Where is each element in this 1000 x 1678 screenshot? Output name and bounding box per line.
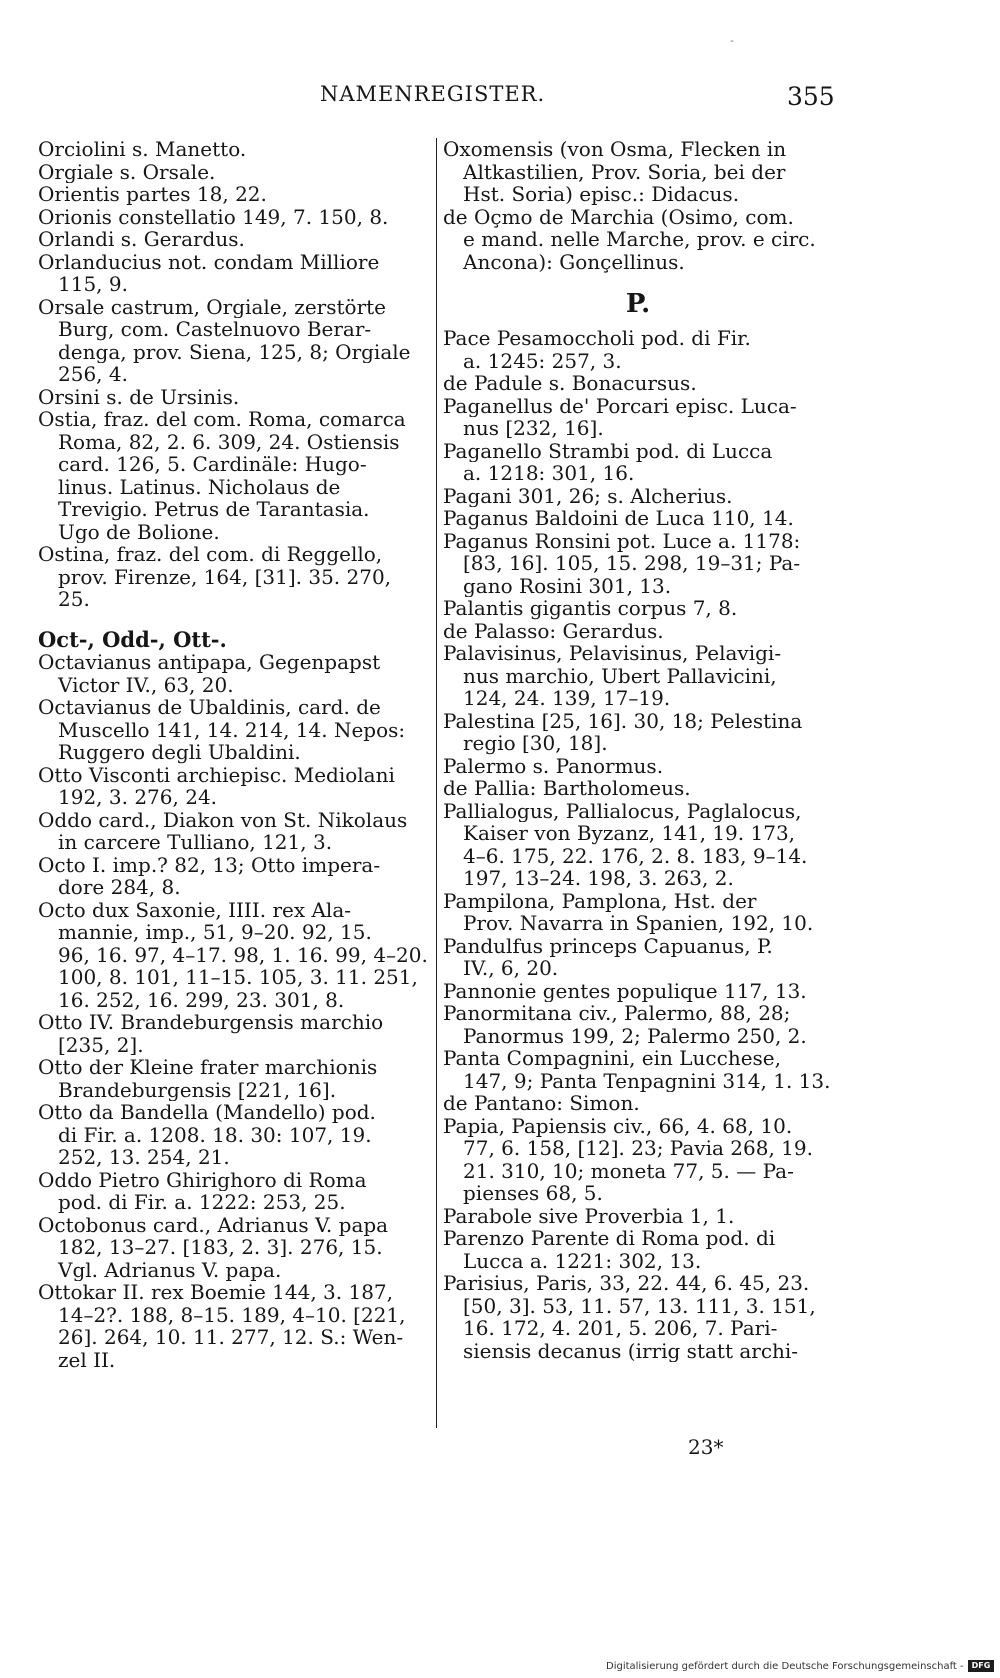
entry-headline: Ostia, fraz. del com. Roma, comarca bbox=[38, 408, 406, 431]
entry-headline: Pagani 301, 26; s. Alcherius. bbox=[443, 484, 733, 507]
index-entry bbox=[38, 651, 430, 696]
entry-continuation: Muscello 141, 14. 214, 14. Nepos: bbox=[58, 718, 406, 741]
entry-headline: Ostina, fraz. del com. di Reggello, bbox=[38, 543, 383, 566]
entry-headline: Pallialogus, Pallialocus, Paglalocus, bbox=[443, 799, 802, 822]
entry-headline: Orlanducius not. condam Milliore bbox=[38, 250, 380, 273]
entry-continuation: 182, 13–27. [183, 2. 3]. 276, 15. bbox=[58, 1236, 383, 1259]
entry-continuation: Roma, 82, 2. 6. 309, 24. Ostiensis bbox=[58, 430, 400, 453]
entry-continuation: pod. di Fir. a. 1222: 253, 25. bbox=[58, 1191, 346, 1214]
index-entry bbox=[443, 530, 833, 598]
entry-headline: de Pallia: Bartholomeus. bbox=[443, 777, 691, 800]
entry-headline: Octavianus de Ubaldinis, card. de bbox=[38, 696, 381, 719]
index-entry bbox=[443, 507, 833, 530]
entry-continuation: Ruggero degli Ubaldini. bbox=[58, 741, 301, 764]
entry-continuation: Hst. Soria) episc.: Didacus. bbox=[463, 183, 740, 206]
index-entry bbox=[443, 755, 833, 778]
index-entry bbox=[443, 1272, 833, 1362]
entry-headline: Orgiale s. Orsale. bbox=[38, 160, 216, 183]
entry-headline: de Oçmo de Marchia (Osimo, com. bbox=[443, 205, 794, 228]
index-entry bbox=[443, 1002, 833, 1047]
entry-continuation: 115, 9. bbox=[58, 273, 128, 296]
index-entry bbox=[443, 1092, 833, 1115]
right-entries-group-a bbox=[443, 138, 833, 273]
entry-continuation: Vgl. Adrianus V. papa. bbox=[58, 1258, 282, 1281]
right-entries-group-b bbox=[443, 327, 833, 1362]
index-entry bbox=[38, 138, 430, 161]
index-entry bbox=[443, 777, 833, 800]
index-entry bbox=[443, 206, 833, 274]
entry-continuation: Lucca a. 1221: 302, 13. bbox=[463, 1249, 702, 1272]
column-divider bbox=[436, 138, 437, 1428]
entry-continuation: in carcere Tulliano, 121, 3. bbox=[58, 831, 333, 854]
entry-continuation: zel II. bbox=[58, 1348, 116, 1371]
entry-continuation: 100, 8. 101, 11–15. 105, 3. 11. 251, bbox=[58, 966, 418, 989]
entry-continuation: 124, 24. 139, 17–19. bbox=[463, 687, 671, 710]
index-entry bbox=[443, 1205, 833, 1228]
entry-headline: Orionis constellatio 149, 7. 150, 8. bbox=[38, 205, 389, 228]
index-entry bbox=[443, 935, 833, 980]
index-entry bbox=[38, 854, 430, 899]
entry-continuation: e mand. nelle Marche, prov. e circ. bbox=[463, 228, 816, 251]
index-entry bbox=[38, 296, 430, 386]
entry-continuation: linus. Latinus. Nicholaus de bbox=[58, 475, 341, 498]
entry-continuation: 256, 4. bbox=[58, 363, 128, 386]
index-entry bbox=[38, 899, 430, 1012]
index-column-left bbox=[38, 138, 430, 1371]
section-heading: Oct-, Odd-, Ott-. bbox=[38, 626, 227, 652]
entry-headline: Panta Compagnini, ein Lucchese, bbox=[443, 1047, 781, 1070]
entry-continuation: nus marchio, Ubert Pallavicini, bbox=[463, 664, 777, 687]
index-entry bbox=[38, 386, 430, 409]
entry-headline: Ottokar II. rex Boemie 144, 3. 187, bbox=[38, 1281, 394, 1304]
entry-continuation: a. 1245: 257, 3. bbox=[463, 349, 622, 372]
index-entry bbox=[38, 1101, 430, 1169]
entry-headline: Palermo s. Panormus. bbox=[443, 754, 664, 777]
entry-headline: Oddo Pietro Ghirighoro di Roma bbox=[38, 1168, 367, 1191]
entry-headline: Otto Visconti archiepisc. Mediolani bbox=[38, 763, 395, 786]
entry-continuation: gano Rosini 301, 13. bbox=[463, 574, 672, 597]
letter-heading: P. bbox=[625, 289, 651, 319]
entry-continuation: 21. 310, 10; moneta 77, 5. — Pa- bbox=[463, 1159, 794, 1182]
index-column-right bbox=[443, 138, 833, 1362]
entry-continuation: Burg, com. Castelnuovo Berar- bbox=[58, 318, 372, 341]
index-entry bbox=[38, 1169, 430, 1214]
running-head: NAMENREGISTER. bbox=[320, 82, 546, 106]
dfg-logo: DFG bbox=[968, 1660, 994, 1672]
index-entry bbox=[38, 543, 430, 611]
entry-headline: Palavisinus, Pelavisinus, Pelavigi- bbox=[443, 642, 782, 665]
index-entry bbox=[38, 809, 430, 854]
entry-continuation: [235, 2]. bbox=[58, 1033, 144, 1056]
index-entry bbox=[443, 890, 833, 935]
index-entry bbox=[443, 395, 833, 440]
index-entry bbox=[443, 800, 833, 890]
entry-headline: de Palasso: Gerardus. bbox=[443, 619, 664, 642]
entry-headline: Panormitana civ., Palermo, 88, 28; bbox=[443, 1002, 791, 1025]
entry-headline: Pampilona, Pamplona, Hst. der bbox=[443, 889, 757, 912]
entry-headline: Paganus Baldoini de Luca 110, 14. bbox=[443, 507, 794, 530]
index-entry bbox=[443, 620, 833, 643]
entry-headline: de Padule s. Bonacursus. bbox=[443, 372, 697, 395]
entry-continuation: 252, 13. 254, 21. bbox=[58, 1146, 230, 1169]
entry-continuation: [83, 16]. 105, 15. 298, 19–31; Pa- bbox=[463, 552, 801, 575]
index-entry bbox=[38, 696, 430, 764]
entry-continuation: siensis decanus (irrig statt archi- bbox=[463, 1339, 799, 1362]
index-entry bbox=[443, 980, 833, 1003]
entry-headline: Parabole sive Proverbia 1, 1. bbox=[443, 1204, 735, 1227]
index-entry bbox=[443, 1227, 833, 1272]
entry-continuation: Brandeburgensis [221, 16]. bbox=[58, 1078, 337, 1101]
entry-continuation: 16. 252, 16. 299, 23. 301, 8. bbox=[58, 988, 345, 1011]
index-entry bbox=[38, 161, 430, 184]
entry-headline: Pace Pesamoccholi pod. di Fir. bbox=[443, 327, 751, 350]
entry-continuation: Ugo de Bolione. bbox=[58, 520, 220, 543]
entry-continuation: a. 1218: 301, 16. bbox=[463, 462, 635, 485]
index-entry bbox=[443, 710, 833, 755]
entry-headline: Orciolini s. Manetto. bbox=[38, 138, 247, 161]
entry-continuation: di Fir. a. 1208. 18. 30: 107, 19. bbox=[58, 1123, 372, 1146]
index-entry bbox=[38, 1281, 430, 1371]
entry-headline: Otto der Kleine frater marchionis bbox=[38, 1056, 378, 1079]
index-entry bbox=[443, 372, 833, 395]
entry-continuation: Trevigio. Petrus de Tarantasia. bbox=[58, 498, 370, 521]
page-header bbox=[0, 82, 1000, 112]
entry-headline: Orientis partes 18, 22. bbox=[38, 183, 267, 206]
entry-continuation: prov. Firenze, 164, [31]. 35. 270, bbox=[58, 565, 392, 588]
entry-headline: Oxomensis (von Osma, Flecken in bbox=[443, 138, 787, 161]
index-entry bbox=[443, 138, 833, 206]
entry-headline: Paganellus de' Porcari episc. Luca- bbox=[443, 394, 797, 417]
entry-headline: Octo I. imp.? 82, 13; Otto impera- bbox=[38, 853, 381, 876]
index-entry bbox=[443, 597, 833, 620]
entry-headline: Octobonus card., Adrianus V. papa bbox=[38, 1213, 389, 1236]
entry-headline: Otto da Bandella (Mandello) pod. bbox=[38, 1101, 376, 1124]
entry-continuation: mannie, imp., 51, 9–20. 92, 15. bbox=[58, 921, 372, 944]
entry-continuation: 14–2?. 188, 8–15. 189, 4–10. [221, bbox=[58, 1303, 406, 1326]
index-entry bbox=[38, 1056, 430, 1101]
index-entry bbox=[38, 764, 430, 809]
entry-headline: Pandulfus princeps Capuanus, P. bbox=[443, 934, 773, 957]
sheet-signature: 23* bbox=[688, 1435, 724, 1459]
index-entry bbox=[443, 1047, 833, 1092]
entry-continuation: [50, 3]. 53, 11. 57, 13. 111, 3. 151, bbox=[463, 1294, 816, 1317]
index-entry bbox=[443, 485, 833, 508]
index-entry bbox=[443, 1115, 833, 1205]
entry-continuation: 147, 9; Panta Tenpagnini 314, 1. 13. bbox=[463, 1069, 831, 1092]
page-number: 355 bbox=[787, 82, 835, 111]
index-entry bbox=[38, 408, 430, 543]
index-entry bbox=[38, 228, 430, 251]
left-entries-group-a bbox=[38, 138, 430, 611]
entry-headline: Palantis gigantis corpus 7, 8. bbox=[443, 597, 738, 620]
entry-continuation: dore 284, 8. bbox=[58, 876, 181, 899]
entry-headline: Pannonie gentes populique 117, 13. bbox=[443, 979, 807, 1002]
entry-headline: Palestina [25, 16]. 30, 18; Pelestina bbox=[443, 709, 803, 732]
entry-continuation: Ancona): Gonçellinus. bbox=[463, 250, 685, 273]
entry-continuation: Kaiser von Byzanz, 141, 19. 173, bbox=[463, 822, 796, 845]
entry-headline: Parisius, Paris, 33, 22. 44, 6. 45, 23. bbox=[443, 1272, 810, 1295]
index-entry bbox=[38, 1214, 430, 1282]
entry-headline: Octo dux Saxonie, IIII. rex Ala- bbox=[38, 898, 351, 921]
entry-continuation: denga, prov. Siena, 125, 8; Orgiale bbox=[58, 340, 411, 363]
entry-continuation: 77, 6. 158, [12]. 23; Pavia 268, 19. bbox=[463, 1137, 813, 1160]
entry-continuation: nus [232, 16]. bbox=[463, 417, 604, 440]
entry-continuation: 197, 13–24. 198, 3. 263, 2. bbox=[463, 867, 734, 890]
entry-headline: Orlandi s. Gerardus. bbox=[38, 228, 245, 251]
entry-continuation: 25. bbox=[58, 588, 90, 611]
entry-continuation: pienses 68, 5. bbox=[463, 1182, 603, 1205]
entry-headline: Orsale castrum, Orgiale, zerstörte bbox=[38, 295, 387, 318]
entry-continuation: Prov. Navarra in Spanien, 192, 10. bbox=[463, 912, 814, 935]
entry-continuation: Altkastilien, Prov. Soria, bei der bbox=[463, 160, 786, 183]
entry-continuation: regio [30, 18]. bbox=[463, 732, 608, 755]
entry-headline: Parenzo Parente di Roma pod. di bbox=[443, 1227, 776, 1250]
entry-continuation: 96, 16. 97, 4–17. 98, 1. 16. 99, 4–20. bbox=[58, 943, 428, 966]
entry-continuation: card. 126, 5. Cardinäle: Hugo- bbox=[58, 453, 367, 476]
index-entry bbox=[38, 183, 430, 206]
index-entry bbox=[443, 327, 833, 372]
entry-continuation: 26]. 264, 10. 11. 277, 12. S.: Wen- bbox=[58, 1326, 404, 1349]
index-entry bbox=[38, 206, 430, 229]
left-entries-group-b bbox=[38, 651, 430, 1371]
index-entry bbox=[38, 1011, 430, 1056]
entry-headline: Paganello Strambi pod. di Lucca bbox=[443, 439, 773, 462]
entry-headline: de Pantano: Simon. bbox=[443, 1092, 640, 1115]
entry-continuation: 192, 3. 276, 24. bbox=[58, 786, 218, 809]
entry-headline: Orsini s. de Ursinis. bbox=[38, 385, 240, 408]
entry-continuation: IV., 6, 20. bbox=[463, 957, 559, 980]
index-entry bbox=[38, 251, 430, 296]
digitization-credit: Digitalisierung gefördert durch die Deutsche Forschungsgemeinschaft - bbox=[606, 1661, 964, 1672]
index-entry bbox=[443, 642, 833, 710]
entry-headline: Octavianus antipapa, Gegenpapst bbox=[38, 651, 381, 674]
entry-continuation: Panormus 199, 2; Palermo 250, 2. bbox=[463, 1024, 807, 1047]
entry-headline: Otto IV. Brandeburgensis marchio bbox=[38, 1011, 384, 1034]
index-entry bbox=[443, 440, 833, 485]
entry-headline: Paganus Ronsini pot. Luce a. 1178: bbox=[443, 529, 801, 552]
entry-continuation: 16. 172, 4. 201, 5. 206, 7. Pari- bbox=[463, 1317, 778, 1340]
entry-continuation: 4–6. 175, 22. 176, 2. 8. 183, 9–14. bbox=[463, 844, 808, 867]
entry-headline: Oddo card., Diakon von St. Nikolaus bbox=[38, 808, 408, 831]
entry-continuation: Victor IV., 63, 20. bbox=[58, 673, 234, 696]
corner-mark: - bbox=[730, 34, 734, 47]
entry-headline: Papia, Papiensis civ., 66, 4. 68, 10. bbox=[443, 1114, 793, 1137]
